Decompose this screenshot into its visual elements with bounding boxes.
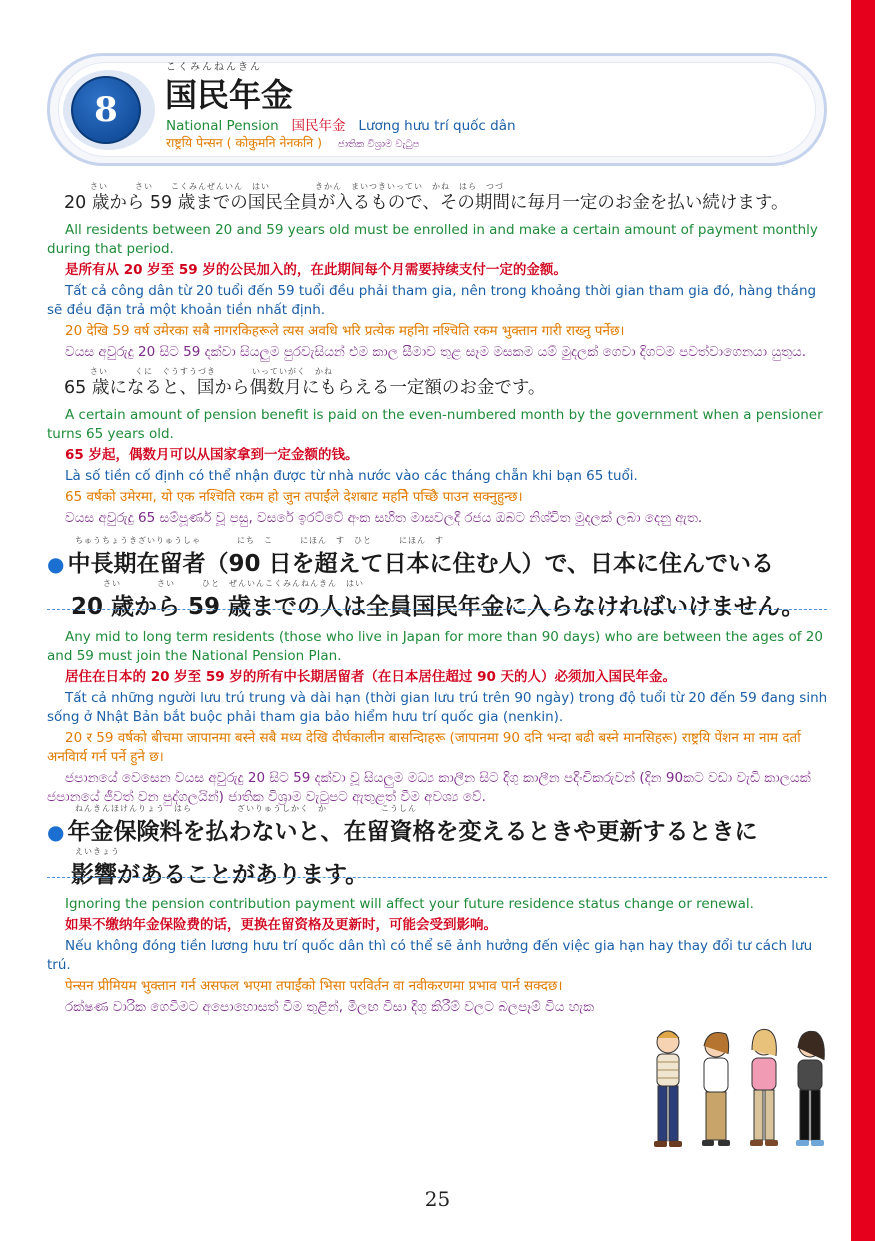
bullet-1-sinhala: ජපානයේ වෙසෙන වයස අවුරුදු 20 සිට 59 දක්වා වූ සියලුම මධ්‍ය කාලීන සිට දිගු කාලීන පදිංචිකරුවන් (දින 90කට වඩා වැඩි කාලයක් ජපානයේ ජීවත් වන පුද්ගලයින්) ජාතික විශ්‍රාම වැටුපට ඇතුළත් වීම අවශ්‍ය වේ. — [47, 770, 811, 805]
section-2-vietnamese: Là số tiền cố định có thể nhận được từ nhà nước vào các tháng chẵn khi bạn 65 tuổi. — [65, 468, 638, 484]
people-illustration — [638, 1020, 838, 1155]
divider-1 — [47, 609, 827, 610]
bullet-1-body — [47, 628, 830, 809]
section-1-nepali: 20 देखि 59 वर्ष उमेरका सबै नागरकिहरूले त्यस अवधि भरि प्रत्येक महनिा नश्चिति रकम भुक्तान गारी राख्नु पर्नेछ। — [65, 323, 625, 339]
bullet-1-line-2: 20 歳から 59 歳までの人は全員国民年金に入らなければいけません。 — [71, 594, 805, 620]
page-title: 国民年金 — [165, 76, 294, 114]
bullet-1-vietnamese: Tất cả những người lưu trú trung và dài hạn (thời gian lưu trú trên 90 ngày) trong độ tuổi từ 20 đến 59 đang sinh sống ở Nhật Bản bắt buộc phải tham gia bảo hiểm hưu trí quốc gia (nenkin). — [47, 690, 828, 725]
bullet-dot-icon: ● — [47, 820, 65, 844]
bullet-2-line-2: 影響があることがあります。 — [71, 862, 369, 888]
bullet-1-ruby: ちゅうちょうきざいりゅうしゃ にち こ にほん す ひと にほん す — [75, 536, 444, 545]
bullet-1-english: Any mid to long term residents (those who live in Japan for more than 90 days) who are between the ages of 20 and 59 must join the National Pension Plan. — [47, 629, 823, 664]
title-translations-2 — [166, 134, 419, 151]
section-1 — [47, 182, 830, 364]
section-header — [47, 53, 827, 166]
section-number-badge: 8 — [71, 76, 141, 144]
section-2-sinhala: වයස අවුරුදු 65 සම්පූර්ණ වූ පසු, වසරේ ඉරට්ටේ අංක සහිත මාසවලදී රජය ඔබට නිශ්චිත මුදලක් ලබා දෙනු ඇත. — [65, 510, 703, 526]
bullet-2-sinhala: රක්ෂණ වාරික ගෙවීමට අපොහොසත් වීම තුළින්, මීලඟ වීසා දිගු කිරීම් වලට බලපෑම් විය හැක — [65, 999, 595, 1015]
bullet-2-body — [47, 895, 830, 1019]
section-2-japanese: さい くに ぐうすうづき いっていがく かね 65 歳になると、国から偶数月にもらえる一定額のお金です。 — [64, 367, 546, 398]
section-2-chinese: 65 岁起，偶数月可以从国家拿到一定金额的钱。 — [65, 447, 359, 463]
bullet-2-line-1: 年金保険料を払わないと、在留資格を変えるときや更新するときに — [67, 819, 758, 845]
person-icon — [702, 1033, 730, 1147]
bullet-2-nepali: पेन्सन प्रीमियम भुक्तान गर्न असफल भएमा तपाईंको भिसा परविर्तन वा नवीकरणमा प्रभाव पार्न सक्दछ। — [65, 978, 563, 994]
bullet-1-line-1: 中長期在留者（90 日を超えて日本に住む人）で、日本に住んでいる — [67, 551, 775, 577]
bullet-2-chinese: 如果不缴纳年金保险费的话，更换在留资格及更新时，可能会受到影响。 — [65, 917, 497, 933]
section-1-english: All residents between 20 and 59 years old must be enrolled in and make a certain amount of payment monthly during that period. — [47, 222, 818, 257]
title-ruby: こくみんねんきん — [166, 62, 262, 73]
bullet-1-ruby-2: さい さい ひと ぜんいんこくみんねんきん はい — [103, 579, 364, 588]
title-si: ජාතික විශ්‍රාම වැටුප — [337, 139, 420, 150]
bullet-2-ruby-2: えいきょう — [75, 847, 120, 856]
section-2-english: A certain amount of pension benefit is paid on the even-numbered month by the government when a pensioner turns 65 years old. — [47, 407, 823, 442]
divider-2 — [47, 877, 827, 878]
title-translations — [166, 114, 516, 134]
title-zh: 国民年金 — [291, 118, 346, 134]
bullet-2-ruby: ねんきんほけんりょう はら ざいりゅうしかく か こうしん — [75, 804, 417, 813]
bullet-1-chinese: 居住在日本的 20 岁至 59 岁的所有中长期居留者（在日本居住超过 90 天的人）必须加入国民年金。 — [65, 669, 677, 685]
bullet-2-vietnamese: Nếu không đóng tiền lương hưu trí quốc dân thì có thể sẽ ảnh hưởng đến việc gia hạn hay thay đổi tư cách lưu trú. — [47, 938, 813, 973]
bullet-dot-icon: ● — [47, 552, 65, 576]
section-1-chinese: 是所有从 20 岁至 59 岁的公民加入的，在此期间每个月需要持续支付一定的金额。 — [65, 262, 567, 278]
person-icon — [654, 1031, 682, 1147]
section-2 — [47, 367, 830, 530]
section-2-ruby: さい くに ぐうすうづき いっていがく かね — [90, 367, 333, 376]
title-ne: राष्ट्रयि पेन्सन ( कोकुमनि नेनकनि ) — [166, 135, 323, 150]
title-vi: Lương hưu trí quốc dân — [358, 118, 516, 134]
page-number: 25 — [424, 1187, 451, 1211]
section-1-japanese: さい さい こくみんぜんいん はい きかん まいつきいってい かね はら つづ 20 歳から 59 歳までの国民全員が入るもので、その期間に毎月一定のお金を払い続けます。 — [64, 182, 789, 213]
bullet-1-nepali: 20 र 59 वर्षको बीचमा जापानमा बस्ने सबै मध्य देखि दीर्घकालीन बासन्दिाहरू (जापानमा 90 दनि भन्दा बढी बस्ने मानसिहरू) राष्ट्रयि पेंशन मा नाम दर्ता अनवािर्य गर्न पर्ने हुने छ। — [47, 730, 801, 765]
section-2-nepali: 65 वर्षको उमेरमा, यो एक नश्चिति रकम हो जुन तपाईंले देशबाट महनिे पच्छिे पाउन सक्नुहुन्छ। — [65, 489, 523, 505]
edge-red-bar — [851, 0, 875, 1241]
section-1-ruby: さい さい こくみんぜんいん はい きかん まいつきいってい かね はら つづ — [90, 182, 504, 191]
section-1-vietnamese: Tất cả công dân từ 20 tuổi đến 59 tuổi đều phải tham gia, nên trong khoảng thời gian tham gia đó, hàng tháng sẽ đều đặn trả một khoản tiền nhất định. — [47, 283, 817, 318]
section-1-sinhala: වයස අවුරුදු 20 සිට 59 දක්වා සියලුම පුරවැසියන් එම කාල සීමාව තුළ සෑම මසකම යම් මුදලක් ගෙවා දිගටම පවත්වාගෙනයා යුතුය. — [65, 344, 807, 360]
title-en: National Pension — [166, 118, 279, 134]
bullet-2-english: Ignoring the pension contribution payment will affect your future residence status change or renewal. — [65, 896, 754, 912]
person-icon — [796, 1031, 824, 1146]
person-icon — [750, 1029, 778, 1146]
